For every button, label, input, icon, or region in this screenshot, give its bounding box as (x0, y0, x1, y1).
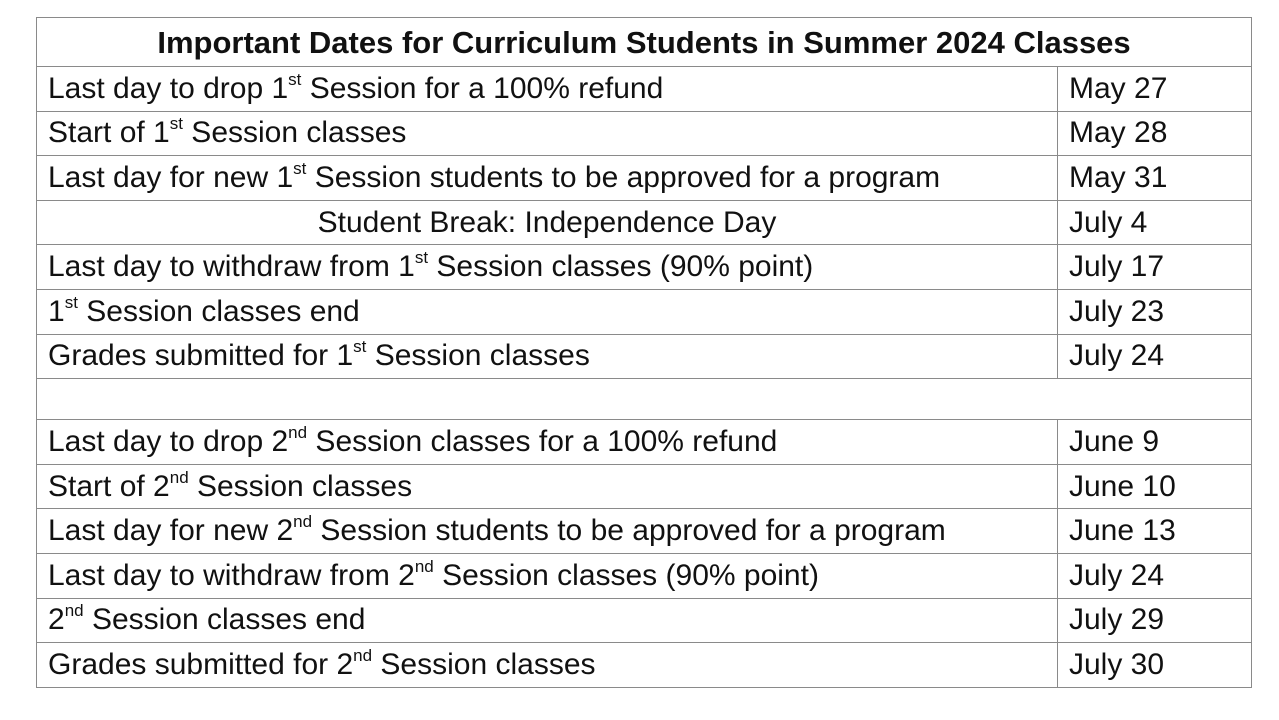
event-date: July 24 (1058, 553, 1252, 598)
ordinal-suffix: st (169, 114, 183, 134)
event-description (37, 598, 1058, 643)
event-description (37, 200, 1058, 245)
event-description (37, 156, 1058, 201)
event-text: Last day to withdraw from 2 (48, 558, 415, 592)
event-date: July 30 (1058, 643, 1252, 688)
event-description (37, 289, 1058, 334)
event-date: July 29 (1058, 598, 1252, 643)
event-text: Last day to drop 2 (48, 424, 289, 458)
table-row (37, 245, 1252, 290)
event-text: Last day for new 2 (48, 514, 294, 548)
ordinal-suffix: nd (288, 422, 308, 442)
table-row (37, 111, 1252, 156)
event-description (37, 111, 1058, 156)
event-description (37, 67, 1058, 112)
title-row (37, 18, 1252, 67)
event-date: May 27 (1058, 67, 1252, 112)
event-date: June 10 (1058, 464, 1252, 509)
important-dates-table (36, 17, 1252, 688)
event-text-rest: Session classes (90% point) (428, 250, 814, 284)
event-text: Grades submitted for 1 (48, 339, 354, 373)
table-row (37, 598, 1252, 643)
event-description (37, 420, 1058, 465)
event-date: July 23 (1058, 289, 1252, 334)
ordinal-suffix: st (288, 69, 302, 89)
event-text: Last day to drop 1 (48, 71, 289, 105)
table-row (37, 289, 1252, 334)
table-row (37, 200, 1252, 245)
table-row (37, 334, 1252, 379)
empty-separator-cell (37, 379, 1252, 420)
event-text-rest: Session classes (366, 339, 590, 373)
event-date: July 24 (1058, 334, 1252, 379)
event-description (37, 643, 1058, 688)
event-description (37, 245, 1058, 290)
ordinal-suffix: nd (353, 645, 373, 665)
event-text-rest: Session for a 100% refund (301, 71, 664, 105)
event-date: July 4 (1058, 200, 1252, 245)
event-description (37, 553, 1058, 598)
ordinal-suffix: nd (414, 556, 434, 576)
event-description (37, 334, 1058, 379)
table-row (37, 553, 1252, 598)
event-description (37, 464, 1058, 509)
event-text-rest: Session classes (182, 116, 407, 150)
table-row (37, 464, 1252, 509)
event-text: Last day to withdraw from 1 (48, 250, 415, 284)
event-text-rest: Session classes (188, 469, 413, 503)
event-text-rest: Session students to be approved for a program (306, 160, 941, 194)
event-date: June 13 (1058, 509, 1252, 554)
event-text: Start of 2 (48, 469, 170, 503)
event-date: June 9 (1058, 420, 1252, 465)
event-date: May 31 (1058, 156, 1252, 201)
table-row (37, 156, 1252, 201)
table-title: Important Dates for Curriculum Students in Summer 2024 Classes (37, 18, 1252, 67)
table-row (37, 420, 1252, 465)
ordinal-suffix: nd (64, 601, 84, 621)
event-text-rest: Session classes end (77, 294, 360, 328)
ordinal-suffix: nd (169, 467, 189, 487)
event-text: 2 (48, 603, 65, 637)
ordinal-suffix: st (64, 292, 78, 312)
event-text-rest: Session classes (372, 647, 596, 681)
event-text: 1 (48, 294, 65, 328)
event-date: May 28 (1058, 111, 1252, 156)
table-row (37, 509, 1252, 554)
ordinal-suffix: st (414, 248, 429, 268)
event-text-rest: Session students to be approved for a program (312, 514, 946, 548)
table-row (37, 67, 1252, 112)
event-description (37, 509, 1058, 554)
event-text: Grades submitted for 2 (48, 647, 354, 681)
event-text: Start of 1 (48, 116, 170, 150)
event-text-rest: Session classes end (83, 603, 366, 637)
event-text-rest: Session classes for a 100% refund (307, 424, 778, 458)
ordinal-suffix: st (293, 158, 307, 178)
table-row (37, 643, 1252, 688)
event-text: Last day for new 1 (48, 160, 294, 194)
event-date: July 17 (1058, 245, 1252, 290)
ordinal-suffix: st (353, 337, 367, 357)
event-text-rest: Session classes (90% point) (433, 558, 819, 592)
event-text: Student Break: Independence Day (317, 205, 777, 239)
ordinal-suffix: nd (293, 512, 313, 532)
session-separator-row (37, 379, 1252, 420)
